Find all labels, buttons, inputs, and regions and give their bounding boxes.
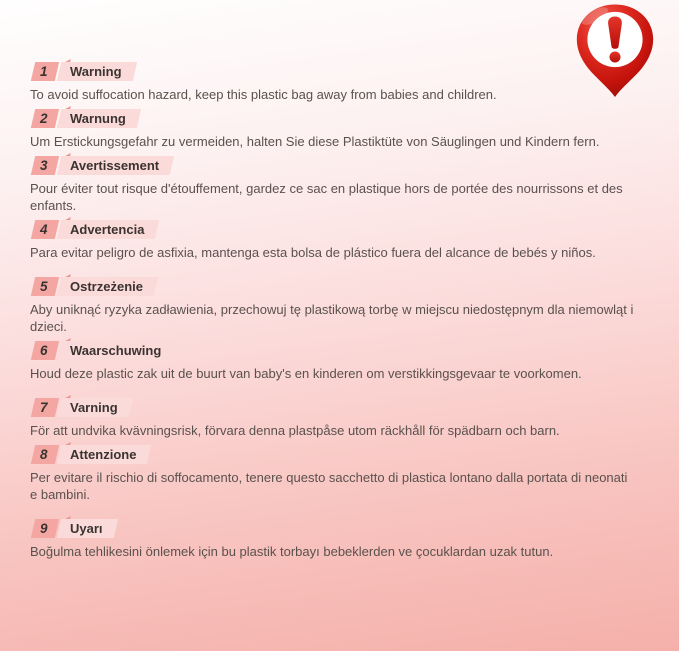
section-number-badge [31,277,59,296]
section-label-badge [57,398,133,417]
section-label-badge [57,341,177,360]
section-warning-sv [30,388,635,439]
section-label-badge [57,156,175,175]
section-label-badge [57,220,160,239]
section-label-badge [57,109,141,128]
section-text: Aby uniknąć ryzyka zadławienia, przechowuj tę plastikową torbę w miejscu niedostępnym dla niemowląt i dzieci. [30,302,634,334]
section-number: 2 [40,111,48,126]
section-header [30,341,635,360]
section-text: Boğulma tehlikesini önlemek için bu plastik torbayı bebeklerden ve çocuklardan uzak tutun. [30,544,554,559]
section-label: Warnung [70,111,126,126]
section-warning-en [30,62,635,103]
section-warning-tr [30,509,635,560]
section-warning-de [30,109,635,150]
section-label: Warning [70,64,122,79]
section-number: 4 [40,222,48,237]
section-label-badge [57,277,158,296]
section-label: Ostrzeżenie [70,279,143,294]
section-number-badge [31,445,59,464]
section-number-badge [31,156,59,175]
section-number: 3 [40,158,48,173]
section-text: För att undvika kvävningsrisk, förvara denna plastpåse utom räckhåll för spädbarn och barn. [30,423,560,438]
section-label: Waarschuwing [70,343,162,358]
section-header [30,156,635,175]
section-number-badge [31,519,59,538]
section-number: 5 [40,279,48,294]
section-warning-es [30,220,635,261]
section-label-badge [57,519,118,538]
section-label: Attenzione [70,447,137,462]
section-text: Pour éviter tout risque d'étouffement, gardez ce sac en plastique hors de portée des nourrissons et des enfants. [30,181,623,213]
section-label: Uyarı [70,521,103,536]
section-label: Avertissement [70,158,160,173]
section-header [30,109,635,128]
section-header [30,519,635,538]
section-label: Varning [70,400,118,415]
section-text: Per evitare il rischio di soffocamento, tenere questo sacchetto di plastica lontano dalla portata di neonati e bambini. [30,470,628,502]
section-number-badge [31,109,59,128]
section-number: 9 [40,521,48,536]
section-text: Um Erstickungsgefahr zu vermeiden, halten Sie diese Plastiktüte von Säuglingen und Kindern fern. [30,134,600,149]
section-number: 1 [40,64,48,79]
section-text: Para evitar peligro de asfixia, mantenga esta bolsa de plástico fuera del alcance de bebés y niños. [30,245,596,260]
section-number: 8 [40,447,48,462]
section-number-badge [31,341,59,360]
section-warning-nl [30,341,635,382]
section-header [30,445,635,464]
section-warning-pl [30,267,635,335]
section-text: To avoid suffocation hazard, keep this plastic bag away from babies and children. [30,87,497,102]
section-warning-fr [30,156,635,214]
section-header [30,220,635,239]
section-number: 7 [40,400,48,415]
section-number-badge [31,398,59,417]
section-header [30,398,635,417]
section-text: Houd deze plastic zak uit de buurt van baby's en kinderen om verstikkingsgevaar te voorkomen. [30,366,582,381]
section-label: Advertencia [70,222,145,237]
section-number-badge [31,62,59,81]
section-warning-it [30,445,635,503]
section-label-badge [57,62,137,81]
section-label-badge [57,445,152,464]
section-header [30,62,635,81]
warning-sections [30,62,635,566]
section-number-badge [31,220,59,239]
section-number: 6 [40,343,48,358]
section-header [30,277,635,296]
